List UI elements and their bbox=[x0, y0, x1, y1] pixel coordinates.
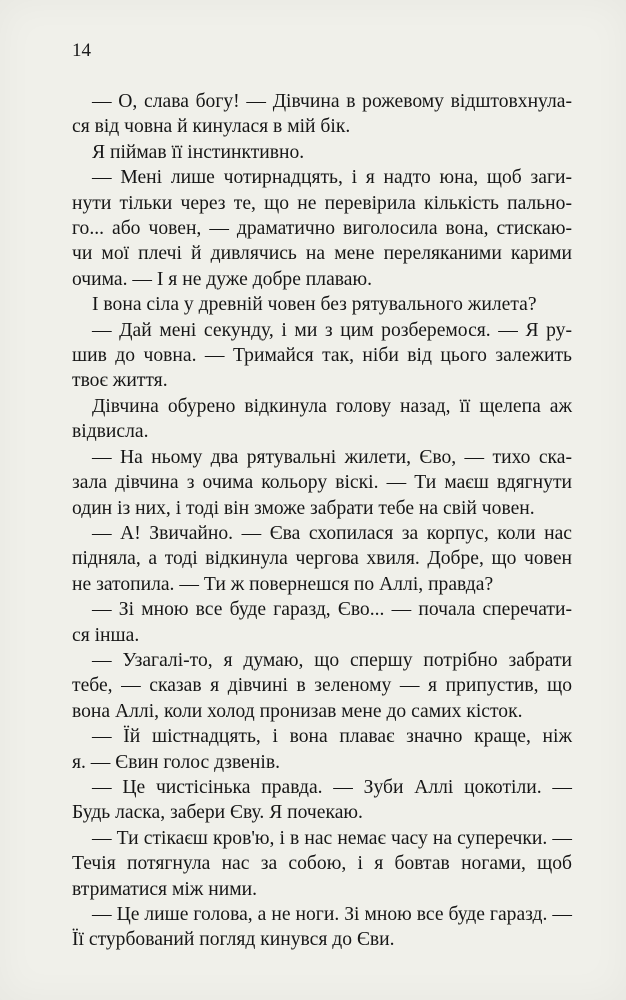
text-line: зала дівчина з очима кольору віскі. — Ти маєш вдягнути bbox=[72, 472, 572, 494]
page-number: 14 bbox=[72, 40, 91, 61]
text-line: я. — Євин голос дзвенів. bbox=[72, 751, 280, 773]
text-line: — Узагалі-то, я думаю, що спершу потрібно забрати bbox=[92, 649, 572, 671]
paragraph bbox=[72, 648, 572, 724]
text-line: Течія потягнула нас за собою, і я бовтав ногами, щоб bbox=[72, 853, 572, 875]
paragraph bbox=[72, 394, 572, 445]
text-line: вона Аллі, коли холод пронизав мене до самих кісток. bbox=[72, 700, 523, 722]
text-line: Дівчина обурено відкинула голову назад, її щелепа аж bbox=[92, 395, 572, 417]
paragraph bbox=[72, 292, 572, 317]
text-line: — О, слава богу! — Дівчина в рожевому відштовхнула- bbox=[92, 91, 572, 112]
paragraph bbox=[72, 902, 572, 953]
paragraph bbox=[72, 318, 572, 394]
text-line: — Дай мені секунду, і ми з цим розберемося. — Я ру- bbox=[92, 319, 572, 341]
text-line: чи мої плечі й дивлячись на мене переляканими карими bbox=[72, 243, 572, 265]
text-line: твоє життя. bbox=[72, 370, 168, 392]
paragraph bbox=[72, 521, 572, 597]
paragraph bbox=[72, 724, 572, 775]
text-line: — Це лише голова, а не ноги. Зі мною все буде гаразд. — bbox=[92, 904, 572, 925]
text-line: не затопила. — Ти ж повернешся по Аллі, правда? bbox=[72, 573, 494, 595]
text-line: ся інша. bbox=[72, 624, 140, 646]
text-line: го... або човен, — драматично виголосила вона, стискаю- bbox=[72, 218, 572, 240]
text-line: нути тільки через те, що не перевірила кількість пально- bbox=[72, 192, 572, 214]
text-line: — Ти стікаєш кров'ю, і в нас немає часу на суперечки. — bbox=[92, 827, 572, 849]
text-line: тебе, — сказав я дівчині в зеленому — я припустив, що bbox=[72, 675, 572, 697]
text-line: Будь ласка, забери Єву. Я почекаю. bbox=[72, 802, 363, 824]
text-line: — Мені лише чотирнадцять, і я надто юна, щоб заги- bbox=[92, 167, 572, 189]
text-line: — Їй шістнадцять, і вона плаває значно краще, ніж bbox=[92, 726, 572, 748]
text-line: Я піймав її інстинктивно. bbox=[92, 141, 305, 163]
text-line: — На ньому два рятувальні жилети, Єво, — тихо ска- bbox=[92, 446, 572, 468]
paragraph bbox=[72, 775, 572, 826]
paragraph bbox=[72, 445, 572, 521]
paragraph bbox=[72, 140, 572, 165]
text-line: ся від човна й кинулася в мій бік. bbox=[72, 116, 351, 138]
text-line: втриматися між ними. bbox=[72, 878, 257, 900]
text-line: очима. — І я не дуже добре плаваю. bbox=[72, 268, 372, 290]
text-line: один із них, і тоді він зможе забрати тебе на свій човен. bbox=[72, 497, 535, 519]
body-text bbox=[72, 89, 572, 953]
paragraph bbox=[72, 89, 572, 140]
text-line: І вона сіла у древній човен без рятувального жилета? bbox=[92, 294, 537, 316]
text-line: — Зі мною все буде гаразд, Єво... — почала сперечати- bbox=[92, 599, 572, 621]
text-line: відвисла. bbox=[72, 421, 149, 443]
text-line: шив до човна. — Тримайся так, ніби від цього залежить bbox=[72, 345, 572, 367]
paragraph bbox=[72, 597, 572, 648]
paragraph bbox=[72, 826, 572, 902]
paragraph bbox=[72, 165, 572, 292]
text-line: підняла, а тоді відкинула чергова хвиля. Добре, що човен bbox=[72, 548, 572, 570]
text-line: — Це чистісінька правда. — Зуби Аллі цокотіли. — bbox=[92, 776, 572, 798]
text-line: Її стурбований погляд кинувся до Єви. bbox=[72, 929, 395, 951]
text-line: — А! Звичайно. — Єва схопилася за корпус, коли нас bbox=[92, 522, 572, 544]
